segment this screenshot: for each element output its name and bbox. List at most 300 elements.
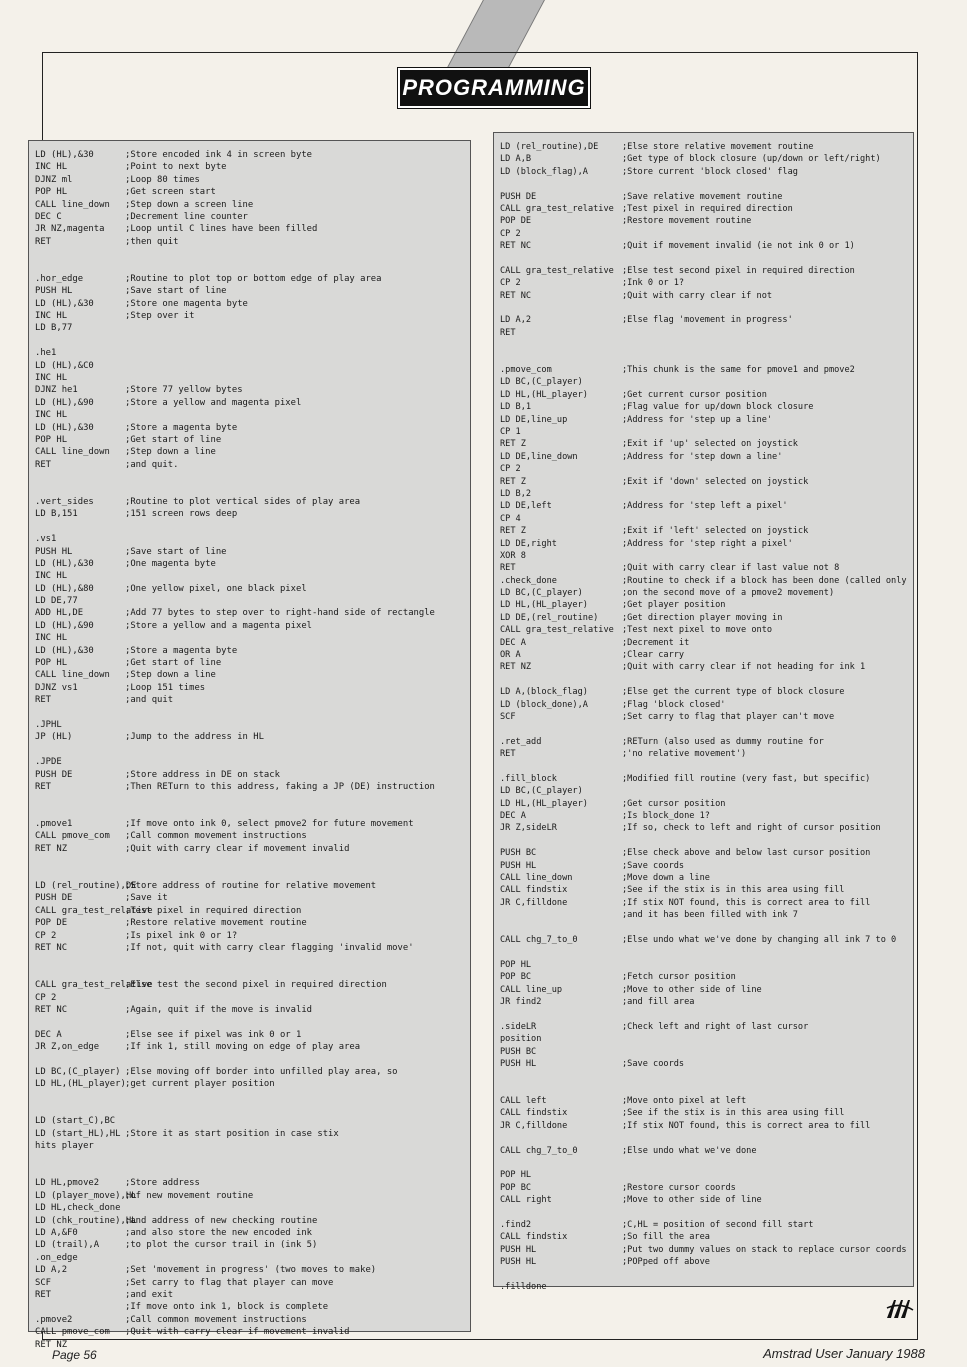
code-instruction: DEC A — [35, 1029, 62, 1040]
code-instruction: JR Z,on_edge — [35, 1042, 100, 1053]
code-comment — [622, 352, 911, 364]
code-line — [500, 314, 911, 326]
code-line — [35, 954, 468, 966]
code-instruction: LD (block_flag),A — [500, 166, 588, 177]
code-instruction — [500, 1207, 622, 1219]
code-instruction — [500, 302, 622, 314]
code-instruction: PUSH HL — [500, 1244, 537, 1255]
code-line — [35, 161, 468, 173]
code-comment: ;Exit if 'left' selected on joystick — [622, 526, 809, 537]
code-comment: ;Else test second pixel in required direction — [622, 265, 855, 276]
code-comment — [125, 1153, 468, 1165]
code-comment — [125, 1091, 468, 1103]
code-line — [35, 446, 468, 458]
code-line — [35, 570, 468, 582]
code-comment: ;Store encoded ink 4 in screen byte — [125, 150, 313, 160]
code-comment: ;Is block_done 1? — [622, 811, 710, 822]
code-instruction: LD DE,right — [500, 538, 557, 549]
code-comment: ;and quit — [125, 695, 174, 706]
code-line — [500, 1169, 911, 1181]
code-comment: ;Save start of line — [125, 546, 227, 557]
code-line — [35, 1215, 468, 1227]
code-comment — [622, 674, 911, 686]
code-line — [35, 248, 468, 260]
code-comment: ;One magenta byte — [125, 558, 216, 569]
code-line — [500, 1281, 911, 1293]
code-instruction: LD (HL),&90 — [35, 397, 94, 408]
code-instruction: RET — [35, 781, 52, 792]
code-comment: ;Exit if 'up' selected on joystick — [622, 439, 798, 450]
code-instruction — [35, 806, 125, 818]
code-line — [35, 1140, 468, 1152]
code-instruction — [500, 1269, 622, 1281]
code-line — [35, 1202, 468, 1214]
code-comment: ;Is pixel ink 0 or 1? — [125, 930, 238, 941]
code-comment: ;Save it — [125, 893, 168, 904]
code-line — [35, 546, 468, 558]
code-line — [500, 438, 911, 450]
code-line — [500, 723, 911, 735]
code-instruction: PUSH DE — [35, 893, 73, 904]
code-line — [500, 1145, 911, 1157]
code-line — [35, 434, 468, 446]
code-comment: ;RETurn (also used as dummy routine for — [622, 736, 824, 747]
code-comment: ;If move onto ink 1, block is complete — [125, 1302, 329, 1313]
code-comment: ;and exit — [125, 1289, 174, 1300]
code-line — [35, 1264, 468, 1276]
code-comment — [622, 1281, 911, 1293]
code-comment: ;See if the stix is in this area using fill — [622, 885, 845, 896]
code-comment: ;Step down a line — [125, 447, 216, 458]
code-line — [35, 818, 468, 830]
code-line — [500, 1021, 911, 1033]
code-comment: ;Store address of routine for relative movement — [125, 881, 377, 892]
code-line — [35, 694, 468, 706]
code-instruction — [35, 261, 125, 273]
code-comment: ;Ink 0 or 1? — [622, 278, 685, 289]
code-instruction: CALL line_down — [35, 447, 110, 458]
code-comment: ;Quit with carry clear if not heading for ink 1 — [622, 662, 866, 673]
code-line — [500, 1107, 911, 1119]
code-instruction — [35, 1103, 125, 1115]
code-instruction: JR C,filldone — [500, 897, 568, 908]
code-instruction: DJNZ ml — [35, 174, 73, 185]
page-number: Page 56 — [52, 1348, 97, 1362]
code-line — [500, 773, 911, 785]
code-instruction — [500, 178, 622, 190]
code-comment: ;then quit — [125, 236, 179, 247]
code-comment: ;151 screen rows deep — [125, 509, 238, 520]
code-comment: ;Loop until C lines have been filled — [125, 224, 318, 235]
code-block-right — [500, 141, 911, 1293]
code-line — [35, 310, 468, 322]
code-instruction: LD BC,(C_player) — [500, 786, 583, 797]
code-comment — [622, 463, 911, 475]
code-instruction: INC HL — [35, 162, 68, 173]
code-instruction: CALL gra_test_relative — [500, 625, 614, 636]
code-comment — [125, 744, 468, 756]
code-instruction: .vert_sides — [35, 496, 94, 507]
code-instruction: .hor_edge — [35, 273, 84, 284]
code-line — [35, 583, 468, 595]
code-comment — [125, 471, 468, 483]
code-comment — [125, 1140, 468, 1152]
code-line — [35, 744, 468, 756]
code-line — [35, 905, 468, 917]
code-instruction — [500, 909, 622, 921]
code-line — [35, 979, 468, 991]
code-comment: ;Step over it — [125, 311, 195, 322]
code-comment: ;Else undo what we've done by changing all ink 7 to 0 — [622, 935, 897, 945]
code-instruction — [35, 248, 125, 260]
code-comment: ;POPped off above — [622, 1257, 710, 1268]
code-instruction — [35, 793, 125, 805]
code-instruction: LD BC,(C_player) — [35, 1066, 121, 1077]
code-line — [500, 538, 911, 550]
code-line — [35, 942, 468, 954]
code-comment: ;If so, check to left and right of cursor position — [622, 823, 881, 834]
code-line — [35, 1190, 468, 1202]
code-comment — [622, 835, 911, 847]
code-instruction: hits player — [35, 1141, 94, 1152]
code-comment — [622, 426, 911, 438]
code-line — [35, 1289, 468, 1301]
code-comment — [125, 1016, 468, 1028]
code-line — [35, 335, 468, 347]
code-instruction — [500, 1083, 622, 1095]
code-comment: ;Store address in DE on stack — [125, 769, 280, 780]
code-line — [500, 1033, 911, 1045]
code-line — [35, 806, 468, 818]
code-comment: ;get current player position — [125, 1079, 275, 1090]
code-instruction: DEC A — [500, 637, 526, 648]
code-instruction — [35, 707, 125, 719]
code-instruction: CALL line_down — [35, 670, 110, 681]
code-line — [500, 946, 911, 958]
code-line — [35, 1301, 468, 1313]
code-instruction: .check_done — [500, 575, 557, 586]
code-instruction: CALL pmove_com — [35, 831, 110, 842]
code-line — [500, 562, 911, 574]
code-instruction: CP 2 — [500, 278, 521, 289]
code-instruction: CALL gra_test_relative — [500, 265, 614, 276]
code-instruction: LD HL,(HL_player) — [500, 389, 588, 400]
code-instruction: LD (HL),&30 — [35, 298, 94, 309]
code-instruction: DEC C — [35, 211, 62, 222]
code-line — [500, 463, 911, 475]
code-line — [500, 984, 911, 996]
code-line — [35, 1177, 468, 1189]
code-instruction: .JPDE — [35, 757, 62, 768]
code-comment — [622, 1070, 911, 1082]
code-line — [35, 992, 468, 1004]
code-comment: ;Else store relative movement routine — [622, 142, 814, 152]
code-line — [500, 897, 911, 909]
code-instruction — [35, 855, 125, 867]
code-comment: ;Exit if 'down' selected on joystick — [622, 476, 809, 487]
code-line — [35, 1165, 468, 1177]
code-line — [35, 1326, 468, 1338]
code-instruction: .vs1 — [35, 534, 57, 545]
code-comment — [622, 1008, 911, 1020]
code-instruction: PUSH HL — [500, 1058, 537, 1069]
code-line — [35, 756, 468, 768]
code-comment: ;Get start of line — [125, 658, 222, 669]
code-instruction: .find2 — [500, 1219, 532, 1230]
code-line — [500, 884, 911, 896]
code-line — [500, 971, 911, 983]
code-instruction: CALL right — [500, 1195, 552, 1206]
code-instruction: PUSH HL — [35, 546, 73, 557]
code-line — [500, 228, 911, 240]
code-line — [35, 223, 468, 235]
code-line — [500, 277, 911, 289]
code-line — [500, 302, 911, 314]
code-instruction: DEC A — [500, 811, 526, 822]
code-instruction: LD B,151 — [35, 509, 78, 520]
code-line — [35, 731, 468, 743]
code-comment — [125, 806, 468, 818]
code-line — [500, 872, 911, 884]
code-comment — [125, 954, 468, 966]
code-instruction: LD B,1 — [500, 402, 532, 413]
code-instruction — [500, 1132, 622, 1144]
code-line — [35, 149, 468, 161]
code-comment: ;Routine to plot vertical sides of play area — [125, 496, 361, 507]
code-instruction: PUSH BC — [500, 848, 537, 859]
code-instruction — [500, 253, 622, 265]
code-line — [35, 273, 468, 285]
code-instruction: CP 2 — [35, 930, 57, 941]
code-instruction: INC HL — [35, 633, 68, 644]
code-listing-right — [493, 132, 914, 1292]
code-instruction: RET NC — [35, 943, 68, 953]
code-comment: ;Store it as start position in case stix — [125, 1128, 339, 1139]
code-instruction: LD HL,pmove2 — [35, 1178, 100, 1189]
code-line — [500, 599, 911, 611]
code-comment: ;and also store the new encoded ink — [125, 1227, 313, 1238]
code-instruction: LD HL,(HL_player) — [35, 1079, 126, 1090]
code-comment — [125, 409, 468, 421]
code-comment: ;Move down a line — [622, 873, 710, 884]
code-instruction: POP BC — [500, 972, 532, 983]
code-comment: ;Else undo what we've done — [622, 1145, 757, 1156]
code-comment — [125, 793, 468, 805]
code-comment — [622, 959, 911, 971]
code-instruction: LD DE,(rel_routine) — [500, 612, 599, 623]
code-comment — [125, 1103, 468, 1115]
code-comment — [622, 1269, 911, 1281]
code-comment: ;and quit. — [125, 459, 179, 470]
code-line — [500, 153, 911, 165]
code-instruction: LD B,2 — [500, 488, 532, 499]
code-comment: ;Get type of block closure (up/down or left/right) — [622, 154, 881, 165]
code-instruction: LD A,2 — [35, 1265, 68, 1276]
code-comment: ;Save coords — [622, 860, 685, 871]
code-instruction: .he1 — [35, 348, 57, 359]
code-instruction: POP DE — [500, 216, 532, 227]
code-comment: ;If move onto ink 0, select pmove2 for future movement — [125, 819, 414, 830]
code-instruction: RET Z — [500, 439, 526, 450]
code-comment: ;Routine to check if a block has been done (called only — [622, 575, 907, 586]
code-line — [500, 748, 911, 760]
code-line — [35, 855, 468, 867]
code-line — [35, 409, 468, 421]
code-line — [35, 1314, 468, 1326]
code-line — [35, 892, 468, 904]
code-instruction: CALL gra_test_relative — [35, 905, 153, 916]
code-instruction: .filldone — [500, 1281, 547, 1292]
code-line — [35, 533, 468, 545]
code-comment: ;Else check above and below last cursor position — [622, 848, 871, 859]
code-line — [500, 215, 911, 227]
code-line — [500, 761, 911, 773]
code-comment — [622, 1169, 911, 1181]
code-comment — [125, 1339, 468, 1351]
code-instruction — [35, 521, 125, 533]
code-instruction — [500, 1070, 622, 1082]
code-instruction — [35, 484, 125, 496]
code-instruction: CALL line_down — [500, 873, 573, 884]
code-comment — [125, 1165, 468, 1177]
code-comment: ;Else see if pixel was ink 0 or 1 — [125, 1029, 302, 1040]
code-instruction: LD (start_HL),HL — [35, 1128, 121, 1139]
code-comment — [125, 855, 468, 867]
code-comment — [622, 1157, 911, 1169]
code-instruction: CALL left — [500, 1096, 547, 1107]
code-instruction: LD (start_C),BC — [35, 1116, 116, 1127]
code-comment: ;Test next pixel to move onto — [622, 625, 773, 636]
code-line — [35, 1128, 468, 1140]
code-line — [35, 1277, 468, 1289]
code-comment: ;Test pixel in required direction — [125, 905, 302, 916]
code-instruction: RET — [500, 327, 516, 338]
code-comment: ;Address for 'step up a line' — [622, 414, 773, 425]
code-line — [35, 1103, 468, 1115]
code-instruction: DJNZ vs1 — [35, 682, 78, 693]
code-instruction: CALL findstix — [500, 1232, 568, 1243]
code-line — [500, 265, 911, 277]
code-instruction — [35, 1165, 125, 1177]
code-line — [500, 996, 911, 1008]
code-line — [35, 682, 468, 694]
code-line — [500, 1182, 911, 1194]
code-line — [35, 843, 468, 855]
code-instruction: INC HL — [35, 410, 68, 421]
code-instruction: LD BC,(C_player) — [500, 377, 583, 388]
code-line — [500, 414, 911, 426]
code-comment: ;and fill area — [622, 996, 695, 1007]
code-line — [500, 798, 911, 810]
code-instruction: .ret_add — [500, 736, 542, 747]
code-instruction: LD DE,left — [500, 501, 552, 512]
code-line — [500, 624, 911, 636]
code-line — [35, 781, 468, 793]
code-line — [500, 1219, 911, 1231]
code-comment: ;Move to other side of line — [622, 1195, 762, 1206]
code-instruction — [35, 1091, 125, 1103]
code-instruction: ADD HL,DE — [35, 608, 84, 619]
code-comment: ;Save start of line — [125, 286, 227, 297]
code-line — [35, 459, 468, 471]
code-instruction: POP HL — [500, 959, 532, 970]
code-instruction: PUSH HL — [500, 1257, 537, 1268]
code-instruction — [500, 339, 622, 351]
code-line — [35, 211, 468, 223]
code-line — [500, 575, 911, 587]
code-comment: ;Decrement line counter — [125, 211, 248, 222]
code-comment: ;Get screen start — [125, 187, 216, 198]
code-instruction — [35, 954, 125, 966]
code-comment: ;Restore cursor coords — [622, 1182, 736, 1193]
code-line — [500, 513, 911, 525]
code-instruction — [35, 1301, 125, 1313]
code-line — [35, 769, 468, 781]
code-instruction: .sideLR — [500, 1021, 537, 1032]
code-line — [500, 934, 911, 946]
code-instruction: JR find2 — [500, 996, 542, 1007]
code-line — [500, 451, 911, 463]
code-line — [35, 186, 468, 198]
code-comment: ;of new movement routine — [125, 1190, 254, 1201]
code-instruction — [35, 967, 125, 979]
code-comment: ;Address for 'step left a pixel' — [622, 501, 788, 512]
code-instruction: POP HL — [500, 1170, 532, 1181]
code-line — [500, 1256, 911, 1268]
code-line — [35, 607, 468, 619]
code-comment: ;Loop 151 times — [125, 682, 206, 693]
code-comment: ;Else get the current type of block closure — [622, 687, 845, 698]
code-instruction: RET — [35, 236, 52, 247]
code-comment — [125, 868, 468, 880]
code-instruction: CALL gra_test_relative — [500, 203, 614, 214]
code-line — [35, 967, 468, 979]
code-instruction: .pmove1 — [35, 819, 73, 830]
code-line — [500, 500, 911, 512]
code-line — [35, 236, 468, 248]
code-comment: ;C,HL = position of second fill start — [622, 1219, 814, 1230]
code-line — [500, 587, 911, 599]
code-comment: ;Address for 'step down a line' — [622, 451, 783, 462]
code-instruction: DJNZ he1 — [35, 385, 78, 396]
code-instruction: CP 2 — [35, 992, 57, 1003]
code-comment: ;and address of new checking routine — [125, 1215, 318, 1226]
code-comment — [622, 723, 911, 735]
code-comment: ;Else moving off border into unfilled play area, so — [125, 1066, 398, 1077]
code-comment: ;Then RETurn to this address, faking a JP (DE) instruction — [125, 781, 435, 792]
code-instruction: CALL chg_7_to_0 — [500, 1145, 578, 1156]
code-instruction: PUSH HL — [35, 286, 73, 297]
code-line — [35, 397, 468, 409]
code-block-left — [35, 149, 468, 1351]
code-line — [500, 1095, 911, 1107]
code-comment — [125, 595, 468, 607]
code-line — [500, 364, 911, 376]
code-instruction: CALL line_up — [500, 984, 563, 995]
code-instruction: PUSH BC — [500, 1046, 537, 1057]
code-comment: ;Decrement it — [622, 637, 690, 648]
code-instruction — [35, 1016, 125, 1028]
code-instruction: JP (HL) — [35, 732, 73, 743]
code-instruction: INC HL — [35, 571, 68, 582]
code-line — [500, 686, 911, 698]
code-comment: ;See if the stix is in this area using fill — [622, 1108, 845, 1119]
code-comment: ;Loop 80 times — [125, 174, 200, 185]
code-comment — [125, 322, 468, 334]
code-line — [500, 339, 911, 351]
code-comment — [622, 513, 911, 525]
code-comment: ;to plot the cursor trail in (ink 5) — [125, 1240, 318, 1251]
